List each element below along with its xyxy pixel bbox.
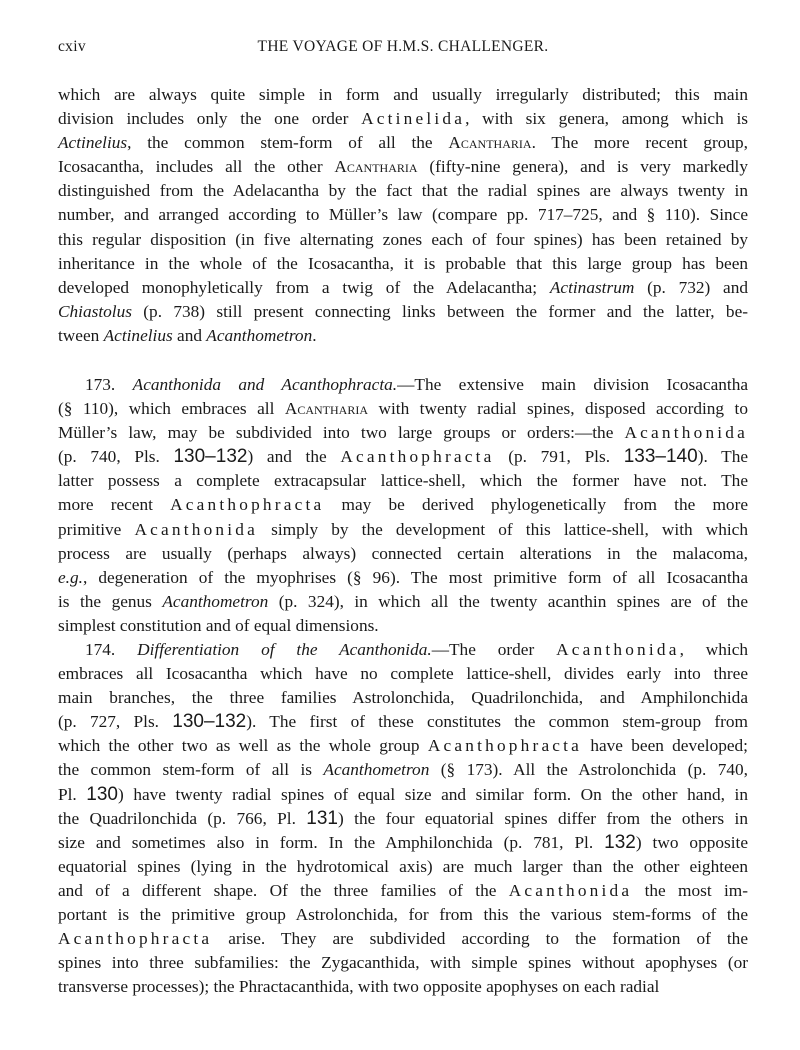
italic-term: Acanthometron: [323, 760, 430, 780]
text-line: [58, 903, 748, 927]
text-run: spines into three subfamilies: the Zygacanthida, with simple spines without apophyses (or: [58, 953, 748, 973]
spaced-taxon: Actinelida: [361, 109, 466, 129]
text-run: . The more recent group,: [531, 133, 748, 153]
text-run: ) and the: [247, 447, 341, 467]
text-run: simplest constitution and of equal dimensions.: [58, 615, 379, 635]
text-run: transverse processes); the Phractacanthida, with two opposite apophyses on each radial: [58, 977, 660, 997]
text-run: more recent: [58, 495, 171, 515]
text-run: latter possess a complete extracapsular lattice-shell, which the former have not. The: [58, 471, 748, 491]
text-line: [58, 807, 748, 831]
text-line: [58, 710, 748, 734]
text-line: [58, 590, 748, 614]
text-run: arise. They are subdivided according to the formation of the: [212, 929, 748, 949]
plate-reference: 130–132: [172, 711, 247, 733]
text-line: [58, 493, 748, 517]
spaced-taxon: Acanthophracta: [58, 929, 213, 949]
text-run: , the common stem-form of all the: [127, 133, 449, 153]
text-line: [58, 951, 748, 975]
spaced-taxon: Acanthonida: [508, 880, 633, 900]
small-caps-term: Acantharia: [334, 157, 418, 177]
text-run: ) the four equatorial spines differ from the others in: [338, 808, 748, 828]
text-run: and of a different shape. Of the three families of the: [58, 880, 509, 900]
text-line: [58, 179, 748, 203]
text-run: and: [172, 325, 207, 345]
text-line: [58, 566, 748, 590]
text-run: tween: [58, 325, 104, 345]
text-run: (§ 110), which embraces all: [58, 399, 285, 419]
plate-reference: 130–132: [173, 446, 248, 468]
text-run: may be derived phylogenetically from the more: [324, 495, 748, 515]
text-run: (p. 324), in which all the twenty acanthin spines are of the: [268, 591, 748, 611]
text-run: which are always quite simple in form and usually irregularly distributed; this main: [58, 85, 748, 104]
text-run: which the other two as well as the whole group: [58, 736, 428, 756]
text-run: division includes only the one order: [58, 109, 362, 129]
spaced-taxon: Acanthophracta: [340, 447, 495, 467]
text-run: , degeneration of the myophrises (§ 96). The most primitive form of all Icosacantha: [82, 567, 748, 587]
text-line: [58, 421, 748, 445]
text-run: this regular disposition (in five alternating zones each of four spines) has been retained by: [58, 229, 748, 249]
italic-term: Actinastrum: [549, 277, 635, 297]
text-run: ) have twenty radial spines of equal size and similar form. On the other hand, in: [118, 784, 748, 804]
small-caps-term: Acantharia: [284, 399, 369, 419]
text-run: with twenty radial spines, disposed according to: [368, 399, 748, 419]
text-run: (fifty-nine genera), and is very markedly: [417, 157, 748, 177]
text-line: [58, 83, 748, 107]
text-run: embraces all Icosacantha which have no complete lattice-shell, divides early into three: [58, 664, 748, 684]
italic-term: Acanthometron: [162, 591, 269, 611]
spaced-taxon: Acanthonida: [624, 423, 748, 443]
text-run: , which: [679, 640, 749, 659]
plate-reference: 132: [604, 831, 636, 853]
text-run: size and sometimes also in form. In the Amphilonchida (p. 781, Pl.: [58, 832, 605, 852]
text-line: [58, 831, 748, 855]
spaced-taxon: Acanthophracta: [427, 736, 583, 756]
text-run: (p. 732) and: [634, 277, 748, 297]
text-line: [58, 662, 748, 686]
text-line: [58, 975, 748, 999]
text-run: 173.: [85, 375, 133, 394]
text-line: [58, 518, 748, 542]
text-run: simply by the development of this lattice-shell, with which: [257, 519, 748, 539]
text-run: portant is the primitive group Astrolonchida, for from this the various stem-forms of the: [58, 905, 748, 925]
text-run: the Quadrilonchida (p. 766, Pl.: [58, 808, 307, 828]
text-run: ). The: [697, 447, 749, 467]
text-run: have been developed;: [582, 736, 748, 756]
text-line: [58, 131, 748, 155]
italic-term: e.g.: [58, 567, 83, 587]
text-line: [58, 855, 748, 879]
italic-term: Chiastolus: [58, 301, 132, 321]
italic-term: Differentiation of the Acanthonida.: [137, 640, 432, 659]
text-line: [58, 300, 748, 324]
text-run: primitive: [58, 519, 135, 539]
text-run: (p. 738) still present connecting links between the former and the latter, be-: [131, 301, 748, 321]
text-run: (p. 740, Pls.: [58, 447, 174, 467]
italic-term: Acanthonida and Acanthophracta.: [132, 375, 398, 394]
text-line: [58, 155, 748, 179]
text-run: process are usually (perhaps always) connected certain alterations in the malacoma,: [58, 543, 748, 563]
spaced-taxon: Acanthonida: [134, 519, 258, 539]
text-run: 174.: [85, 640, 138, 659]
text-run: .: [312, 325, 317, 345]
text-line: [58, 324, 748, 348]
text-line: [58, 107, 748, 131]
text-line: [58, 614, 748, 638]
text-line: [58, 879, 748, 903]
plate-reference: 131: [306, 807, 338, 829]
text-line: [58, 686, 748, 710]
paragraph-section-173: [58, 373, 748, 638]
text-line: [58, 927, 748, 951]
text-run: ) two opposite: [635, 832, 748, 852]
running-header: [58, 38, 748, 62]
text-run: number, and arranged according to Müller’s law (compare pp. 717–725, and § 110). Since: [58, 205, 748, 225]
text-line: [58, 783, 748, 807]
text-line: [58, 445, 748, 469]
text-run: inheritance in the whole of the Icosacantha, it is probable that this large group has been: [58, 253, 748, 273]
text-run: (p. 727, Pls.: [58, 712, 173, 732]
running-title: THE VOYAGE OF H.M.S. CHALLENGER.: [257, 38, 549, 55]
text-run: equatorial spines (lying in the hydrotomical axis) are much larger than the other eighteen: [58, 856, 748, 876]
text-line: [58, 228, 748, 252]
spaced-taxon: Acanthophracta: [170, 495, 325, 515]
small-caps-term: Acantharia: [448, 133, 532, 153]
text-run: —The extensive main division Icosacantha: [397, 375, 749, 394]
text-line: [58, 638, 748, 662]
text-line: [58, 373, 748, 397]
paragraph-section-174: [58, 638, 748, 999]
italic-term: Actinelius: [103, 325, 173, 345]
paragraph-continuation: [58, 83, 748, 348]
plate-reference: 130: [86, 783, 118, 805]
text-line: [58, 758, 748, 782]
text-run: —The order: [431, 640, 557, 659]
page-number: cxiv: [58, 38, 86, 55]
text-line: [58, 252, 748, 276]
text-run: the common stem-form of all is: [58, 760, 324, 780]
text-run: ). The first of these constitutes the common stem-group from: [246, 712, 748, 732]
text-line: [58, 469, 748, 493]
text-run: Icosacantha, includes all the other: [58, 157, 335, 177]
italic-term: Acanthometron: [206, 325, 313, 345]
text-run: main branches, the three families Astrolonchida, Quadrilonchida, and Amphilonchida: [58, 688, 748, 708]
italic-term: Actinelius: [58, 133, 128, 153]
plate-reference: 133–140: [623, 446, 698, 468]
text-line: [58, 203, 748, 227]
text-line: [58, 397, 748, 421]
text-line: [58, 734, 748, 758]
text-run: (§ 173). All the Astrolonchida (p. 740,: [429, 760, 748, 780]
text-run: is the genus: [58, 591, 163, 611]
text-line: [58, 276, 748, 300]
text-run: developed monophyletically from a twig of the Adelacantha;: [58, 277, 550, 297]
text-run: Pl.: [58, 784, 87, 804]
text-run: distinguished from the Adelacantha by the fact that the radial spines are always twenty in: [58, 181, 748, 201]
text-run: , with six genera, among which is: [465, 109, 749, 129]
text-run: (p. 791, Pls.: [494, 447, 624, 467]
spaced-taxon: Acanthonida: [556, 640, 680, 659]
text-line: [58, 542, 748, 566]
text-run: Müller’s law, may be subdivided into two large groups or orders:—the: [58, 423, 625, 443]
text-run: the most im-: [632, 880, 748, 900]
